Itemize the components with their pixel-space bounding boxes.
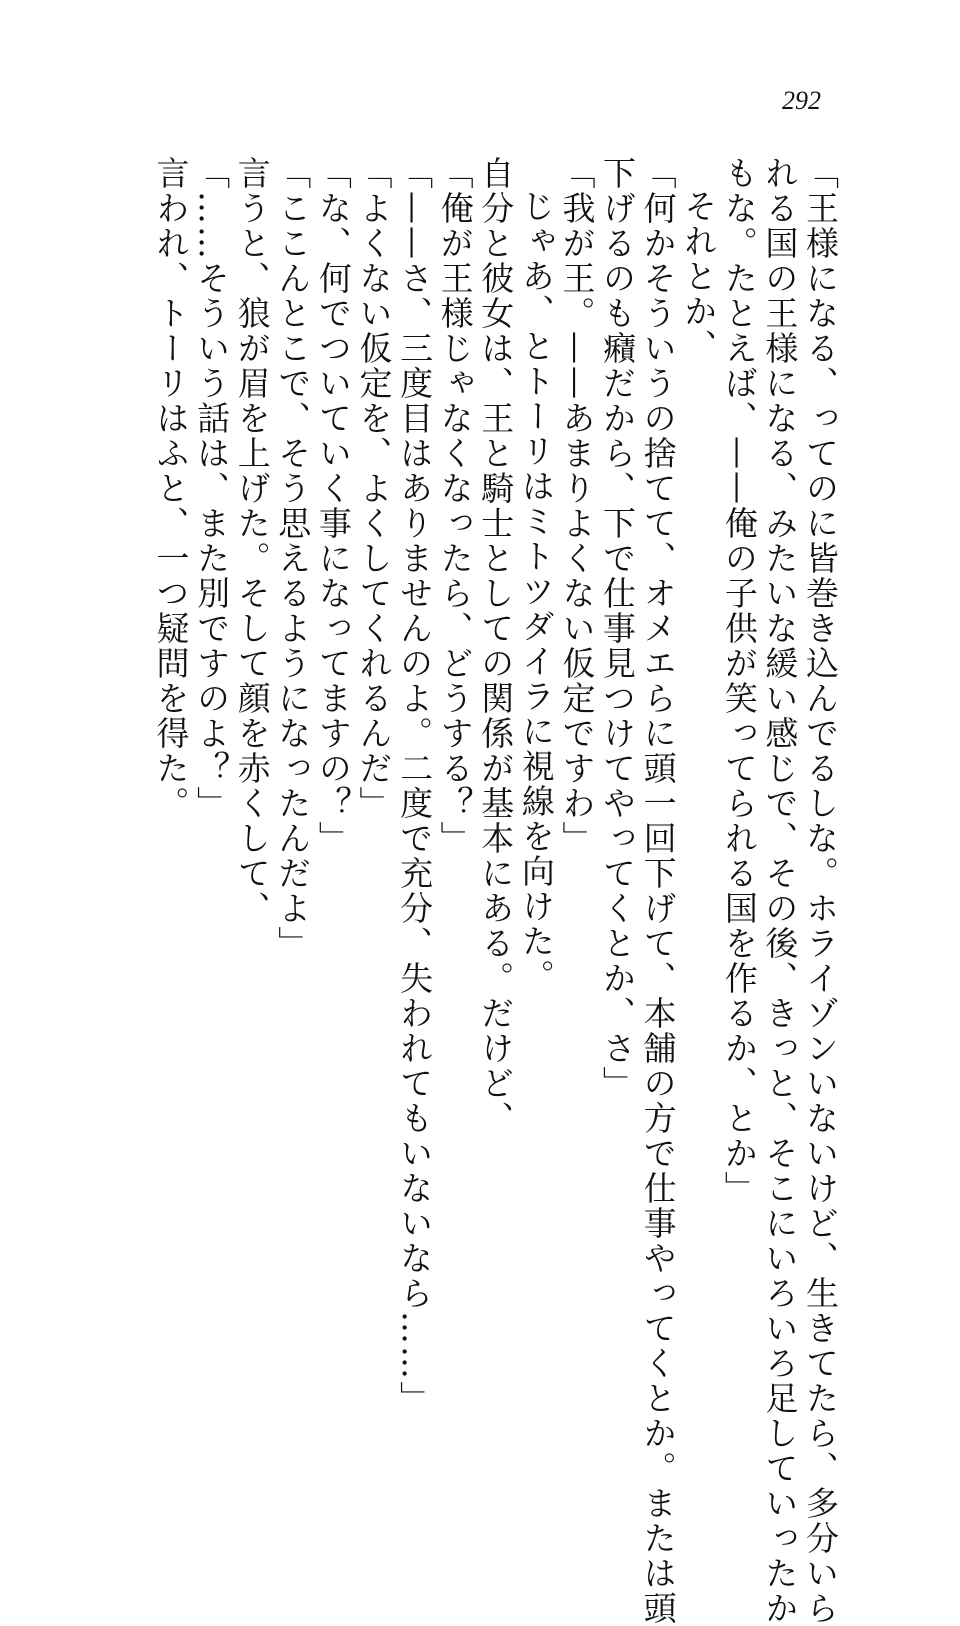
text-line: 「ここんとこで、そう思えるようになったんだよ」 (273, 156, 313, 961)
text-line: 「俺が王様じゃなくなったら、どうする？」 (435, 156, 475, 856)
text-line: 「我が王。——あまりよくない仮定ですわ」 (557, 156, 597, 856)
text-line: 「……そういう話は、また別ですのよ？」 (192, 156, 232, 821)
text-line: それとか、 (679, 189, 719, 364)
text-line: れる国の王様になる、みたいな緩い感じで、その後、きっと、そこにいろいろ足していったか (760, 156, 800, 1626)
text-line: もな。たとえば、——俺の子供が笑ってられる国を作るか、とか」 (719, 156, 759, 1206)
text-line: 自分と彼女は、王と騎士としての関係が基本にある。だけど、 (476, 156, 516, 1136)
text-body (150, 156, 840, 1626)
text-line: 「な、何でついていく事になってますの？」 (313, 156, 353, 856)
page-number: 292 (782, 86, 821, 115)
text-line: 言うと、狼が眉を上げた。そして顔を赤くして、 (232, 156, 272, 926)
text-line: 「よくない仮定を、よくしてくれるんだ」 (354, 156, 394, 821)
text-line: 「王様になる、ってのに皆巻き込んでるしな。ホライゾンいないけど、生きてたら、多分いら (801, 156, 840, 1626)
text-line: 「何かそういうの捨てて、オメエらに頭一回下げて、本舗の方で仕事やってくとか。または頭 (638, 156, 678, 1626)
text-line: 「——さ、三度目はありませんのよ。二度で充分、失われてもいないなら……」 (395, 156, 435, 1416)
text-line: 言われ、トーリはふと、一つ疑問を得た。 (151, 156, 191, 821)
text-line: じゃあ、とトーリはミトツダイラに視線を向けた。 (516, 189, 556, 994)
text-line: 下げるのも癪だから、下で仕事見つけてやってくとか、さ」 (598, 156, 638, 1101)
